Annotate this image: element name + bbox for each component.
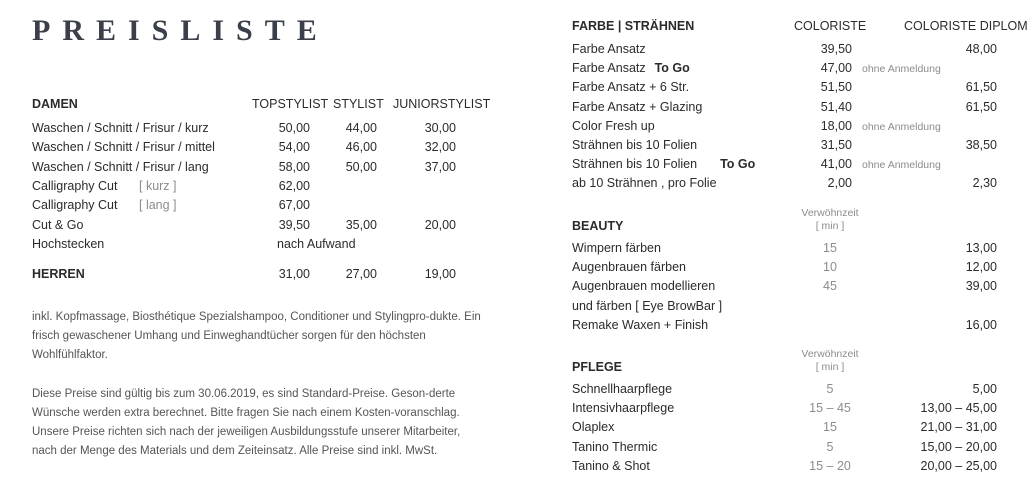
table-row [572, 316, 1002, 335]
row-label: Color Fresh up [572, 118, 655, 133]
row-price: 21,00 – 31,00 [920, 420, 997, 435]
row-label: Calligraphy Cut [32, 198, 118, 213]
row-label: Intensivhaarpflege [572, 401, 675, 416]
row-price: 12,00 [965, 260, 997, 275]
row-label: Wimpern färben [572, 241, 661, 255]
table-row [572, 239, 1002, 258]
price-juniorstylist: 20,00 [424, 217, 456, 232]
row-label: Augenbrauen modellieren [572, 279, 716, 294]
table-row [32, 138, 472, 157]
col-stylist: STYLIST [333, 97, 384, 111]
farbe-heading: FARBE | STRÄHNEN [572, 19, 695, 33]
row-label: Farbe Ansatz + 6 Str. [572, 80, 690, 95]
col-juniorstylist: JUNIORSTYLIST [393, 97, 491, 111]
beauty-heading: BEAUTY [572, 219, 624, 233]
damen-heading: DAMEN [32, 97, 78, 111]
col-topstylist: TOPSTYLIST [252, 97, 329, 111]
info-paragraph-2: Diese Preise sind gültig bis zum 30.06.2019, es sind Standard-Preise. Geson-derte Wünsche werden extra berechnet. Bitte fragen Sie nach einem Kosten-voranschlag. Unsere Preise richten sich nach der jeweiligen Ausbildungsstufe unserer Mitarbeiter, nach der Menge des Materials und dem Zeiteinsatz. Alle Preise sind inkl. MwSt. [32, 388, 461, 457]
row-time: 10 [823, 260, 837, 275]
price-stylist: 46,00 [345, 140, 377, 155]
row-note: ohne Anmeldung [862, 120, 941, 133]
beauty-time-label: Verwöhnzeit [801, 207, 859, 219]
price-topstylist: 54,00 [278, 140, 310, 155]
row-label: Farbe Ansatz [572, 61, 646, 76]
row-time: 15 – 20 [809, 458, 851, 473]
pflege-heading: PFLEGE [572, 360, 623, 374]
row-note: [ lang ] [139, 198, 177, 213]
row-label: Strähnen bis 10 Folien [572, 138, 698, 152]
row-price: 13,00 [965, 241, 997, 255]
table-row [572, 380, 1002, 399]
herren-stylist-price: 27,00 [345, 267, 377, 281]
price-topstylist: 50,00 [278, 121, 310, 135]
row-time: 5 [826, 439, 834, 454]
pflege-time-unit: [ min ] [815, 361, 845, 373]
page-title: PREISLISTE [32, 14, 329, 47]
col-coloriste-diplom: COLORISTE DIPLOM [904, 19, 1028, 33]
table-row [572, 78, 1002, 97]
table-row [32, 216, 472, 235]
table-row [572, 136, 1002, 155]
row-label-bold: To Go [720, 157, 756, 172]
table-row [572, 59, 1002, 78]
price-coloriste: 47,00 [820, 61, 852, 76]
beauty-time-unit: [ min ] [815, 220, 845, 232]
herren-heading: HERREN [32, 267, 85, 281]
table-row [572, 155, 1002, 174]
table-row [572, 174, 1002, 193]
row-price: 39,00 [965, 279, 997, 294]
herren-top-price: 31,00 [278, 267, 310, 281]
price-stylist: 35,00 [345, 217, 377, 232]
info-paragraph-1: inkl. Kopfmassage, Biosthétique Spezialshampoo, Conditioner und Stylingpro-dukte. Ein frisch gewaschener Umhang und Einweghandtücher sorgen für den höchsten Wohlfühlfaktor. [32, 311, 481, 361]
row-label: Strähnen bis 10 Folien [572, 157, 698, 172]
row-price: 16,00 [965, 317, 997, 332]
row-label: Olaplex [572, 420, 615, 435]
table-row [572, 258, 1002, 277]
row-label: Waschen / Schnitt / Frisur / kurz [32, 121, 209, 135]
price-coloriste-diplom: 61,50 [965, 80, 997, 95]
table-row [572, 438, 1002, 457]
row-label: Remake Waxen + Finish [572, 317, 709, 332]
table-row [572, 399, 1002, 418]
row-price: 20,00 – 25,00 [920, 458, 997, 473]
price-topstylist: 62,00 [278, 178, 310, 193]
table-row [572, 457, 1002, 476]
row-label: Augenbrauen färben [572, 260, 686, 275]
table-row [32, 177, 472, 196]
table-row [32, 196, 472, 215]
price-coloriste: 2,00 [827, 176, 852, 191]
table-row [32, 235, 472, 254]
row-label: Calligraphy Cut [32, 178, 118, 193]
table-row [32, 119, 472, 138]
price-coloriste: 31,50 [820, 138, 852, 152]
price-juniorstylist: 32,00 [424, 140, 456, 155]
row-note: [ kurz ] [139, 178, 177, 193]
price-coloriste-diplom: 38,50 [965, 138, 997, 152]
row-note: ohne Anmeldung [862, 159, 941, 172]
price-coloriste: 39,50 [820, 42, 852, 56]
row-label: Waschen / Schnitt / Frisur / lang [32, 159, 209, 174]
table-row [32, 158, 472, 177]
price-coloriste-diplom: 61,50 [965, 99, 997, 114]
row-label: Schnellhaarpflege [572, 382, 673, 396]
price-coloriste: 41,00 [820, 157, 852, 172]
row-label: Tanino & Shot [572, 458, 650, 473]
price-on-request: nach Aufwand [277, 236, 356, 251]
row-price: 15,00 – 20,00 [920, 439, 997, 454]
price-coloriste-diplom: 2,30 [972, 176, 997, 191]
table-row [572, 117, 1002, 136]
row-label: Hochstecken [32, 236, 105, 251]
price-stylist: 44,00 [345, 121, 377, 135]
price-stylist: 50,00 [345, 159, 377, 174]
price-topstylist: 58,00 [278, 159, 310, 174]
table-row [572, 418, 1002, 437]
table-row [572, 40, 1002, 59]
row-label: ab 10 Strähnen , pro Folie [572, 176, 717, 191]
table-row [572, 297, 1002, 316]
row-label: Cut & Go [32, 217, 84, 232]
price-coloriste: 18,00 [820, 118, 852, 133]
table-row [572, 98, 1002, 117]
row-time: 5 [826, 382, 834, 396]
row-time: 15 – 45 [809, 401, 851, 416]
price-juniorstylist: 30,00 [424, 121, 456, 135]
price-topstylist: 67,00 [278, 198, 310, 213]
row-label: Waschen / Schnitt / Frisur / mittel [32, 140, 215, 155]
price-juniorstylist: 37,00 [424, 159, 456, 174]
pflege-time-label: Verwöhnzeit [801, 348, 859, 360]
price-coloriste: 51,40 [820, 99, 852, 114]
row-label: Farbe Ansatz [572, 42, 646, 56]
herren-junior-price: 19,00 [424, 267, 456, 281]
row-note: ohne Anmeldung [862, 63, 941, 76]
row-label: und färben [ Eye BrowBar ] [572, 298, 723, 313]
row-time: 15 [823, 241, 837, 255]
row-time: 15 [823, 420, 837, 435]
price-coloriste-diplom: 48,00 [965, 42, 997, 56]
row-price: 5,00 [972, 382, 997, 396]
col-coloriste: COLORISTE [794, 19, 867, 33]
row-label: Tanino Thermic [572, 439, 658, 454]
row-label: Farbe Ansatz + Glazing [572, 99, 703, 114]
row-price: 13,00 – 45,00 [920, 401, 997, 416]
price-coloriste: 51,50 [820, 80, 852, 95]
price-topstylist: 39,50 [278, 217, 310, 232]
row-label-bold: To Go [654, 61, 690, 76]
table-row [572, 277, 1002, 296]
row-time: 45 [823, 279, 837, 294]
